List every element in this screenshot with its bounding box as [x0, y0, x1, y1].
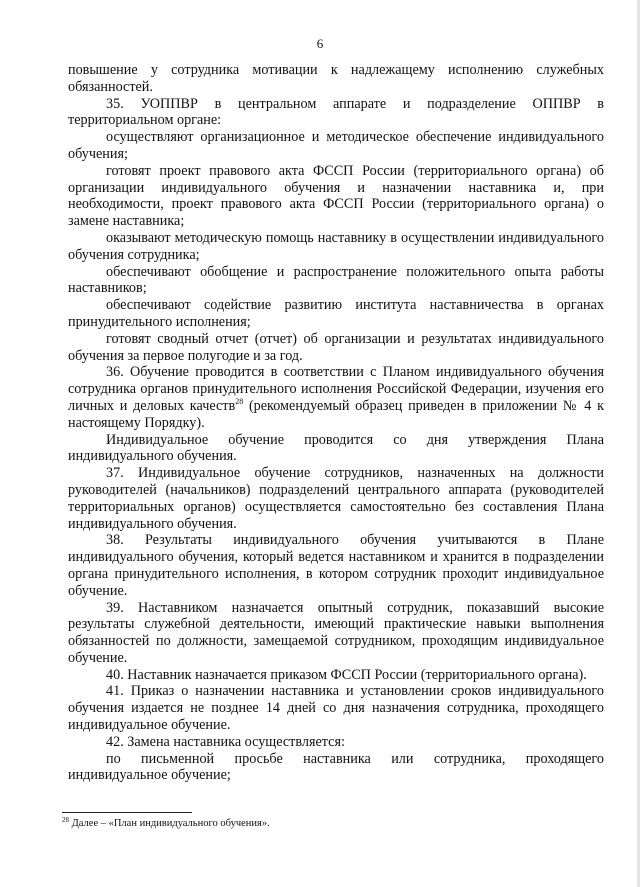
footnote-marker: 28: [62, 816, 69, 824]
paragraph: 41. Приказ о назначении наставника и установлении сроков индивидуального обучения издается не позднее 14 дней со дня назначения сотрудника, проходящего индивидуальное обучение.: [68, 683, 604, 734]
paragraph-text: (рекомендуемый образец приведен в приложении № 4 к настоящему Порядку).: [68, 397, 605, 431]
paragraph: обеспечивают обобщение и распространение положительного опыта работы наставников;: [68, 263, 604, 297]
paragraph: оказывают методическую помощь наставнику в осуществлении индивидуального обучения сотрудника;: [68, 229, 604, 263]
paragraph: 39. Наставником назначается опытный сотрудник, показавший высокие результаты служебной деятельности, имеющий практические навыки выполнения обязанностей по должности, замещаемой сотрудником, проходящим индивидуальное обучение.: [68, 599, 604, 666]
paragraph: повышение у сотрудника мотивации к надлежащему исполнению служебных обязанностей.: [68, 62, 604, 95]
paragraph: по письменной просьбе наставника или сотрудника, проходящего индивидуальное обучение;: [68, 750, 604, 784]
footnote: [62, 817, 602, 830]
document-body: [68, 62, 604, 784]
scan-edge-shadow: [636, 0, 639, 887]
paragraph: осуществляют организационное и методическое обеспечение индивидуального обучения;: [68, 129, 604, 162]
paragraph: 40. Наставник назначается приказом ФССП России (территориального органа).: [106, 666, 587, 683]
paragraph: готовят проект правового акта ФССП России (территориального органа) об организации индивидуального обучения и назначении наставника и, при необходимости, проект правового акта ФССП России (территориального органа) о замене наставника;: [68, 162, 604, 230]
paragraph: 42. Замена наставника осуществляется:: [106, 733, 345, 750]
paragraph: 37. Индивидуальное обучение сотрудников, назначенных на должности руководителей (начальников) подразделений центрального аппарата (руководителей территориальных органов) осуществляется самостоятельно без составления Плана индивидуального обучения.: [68, 465, 604, 532]
paragraph: Индивидуальное обучение проводится со дня утверждения Плана индивидуального обучения.: [68, 431, 604, 465]
paragraph-text: 36. Обучение проводится в соответствии с Планом индивидуального обучения сотрудника органов принудительного исполнения Российской Федерации, изучения его личных и деловых качеств: [68, 364, 604, 414]
page-number: 6: [316, 36, 324, 51]
paragraph: 35. УОППВР в центральном аппарате и подразделение ОППВР в территориальном органе:: [68, 95, 604, 129]
footnote-text: Далее – «План индивидуального обучения».: [71, 818, 270, 829]
footnote-reference: 28: [235, 396, 244, 406]
paragraph: обеспечивают содействие развитию института наставничества в органах принудительного исполнения;: [68, 297, 604, 330]
paragraph: готовят сводный отчет (отчет) об организации и результатах индивидуального обучения за первое полугодие и за год.: [68, 330, 604, 364]
paragraph-with-footnote: [68, 364, 604, 431]
paragraph: 38. Результаты индивидуального обучения учитываются в Плане индивидуального обучения, который ведется наставником и хранится в подразделении органа принудительного исполнения, в котором сотрудник проходит индивидуальное обучение.: [68, 532, 604, 599]
footnote-divider: [62, 812, 192, 813]
